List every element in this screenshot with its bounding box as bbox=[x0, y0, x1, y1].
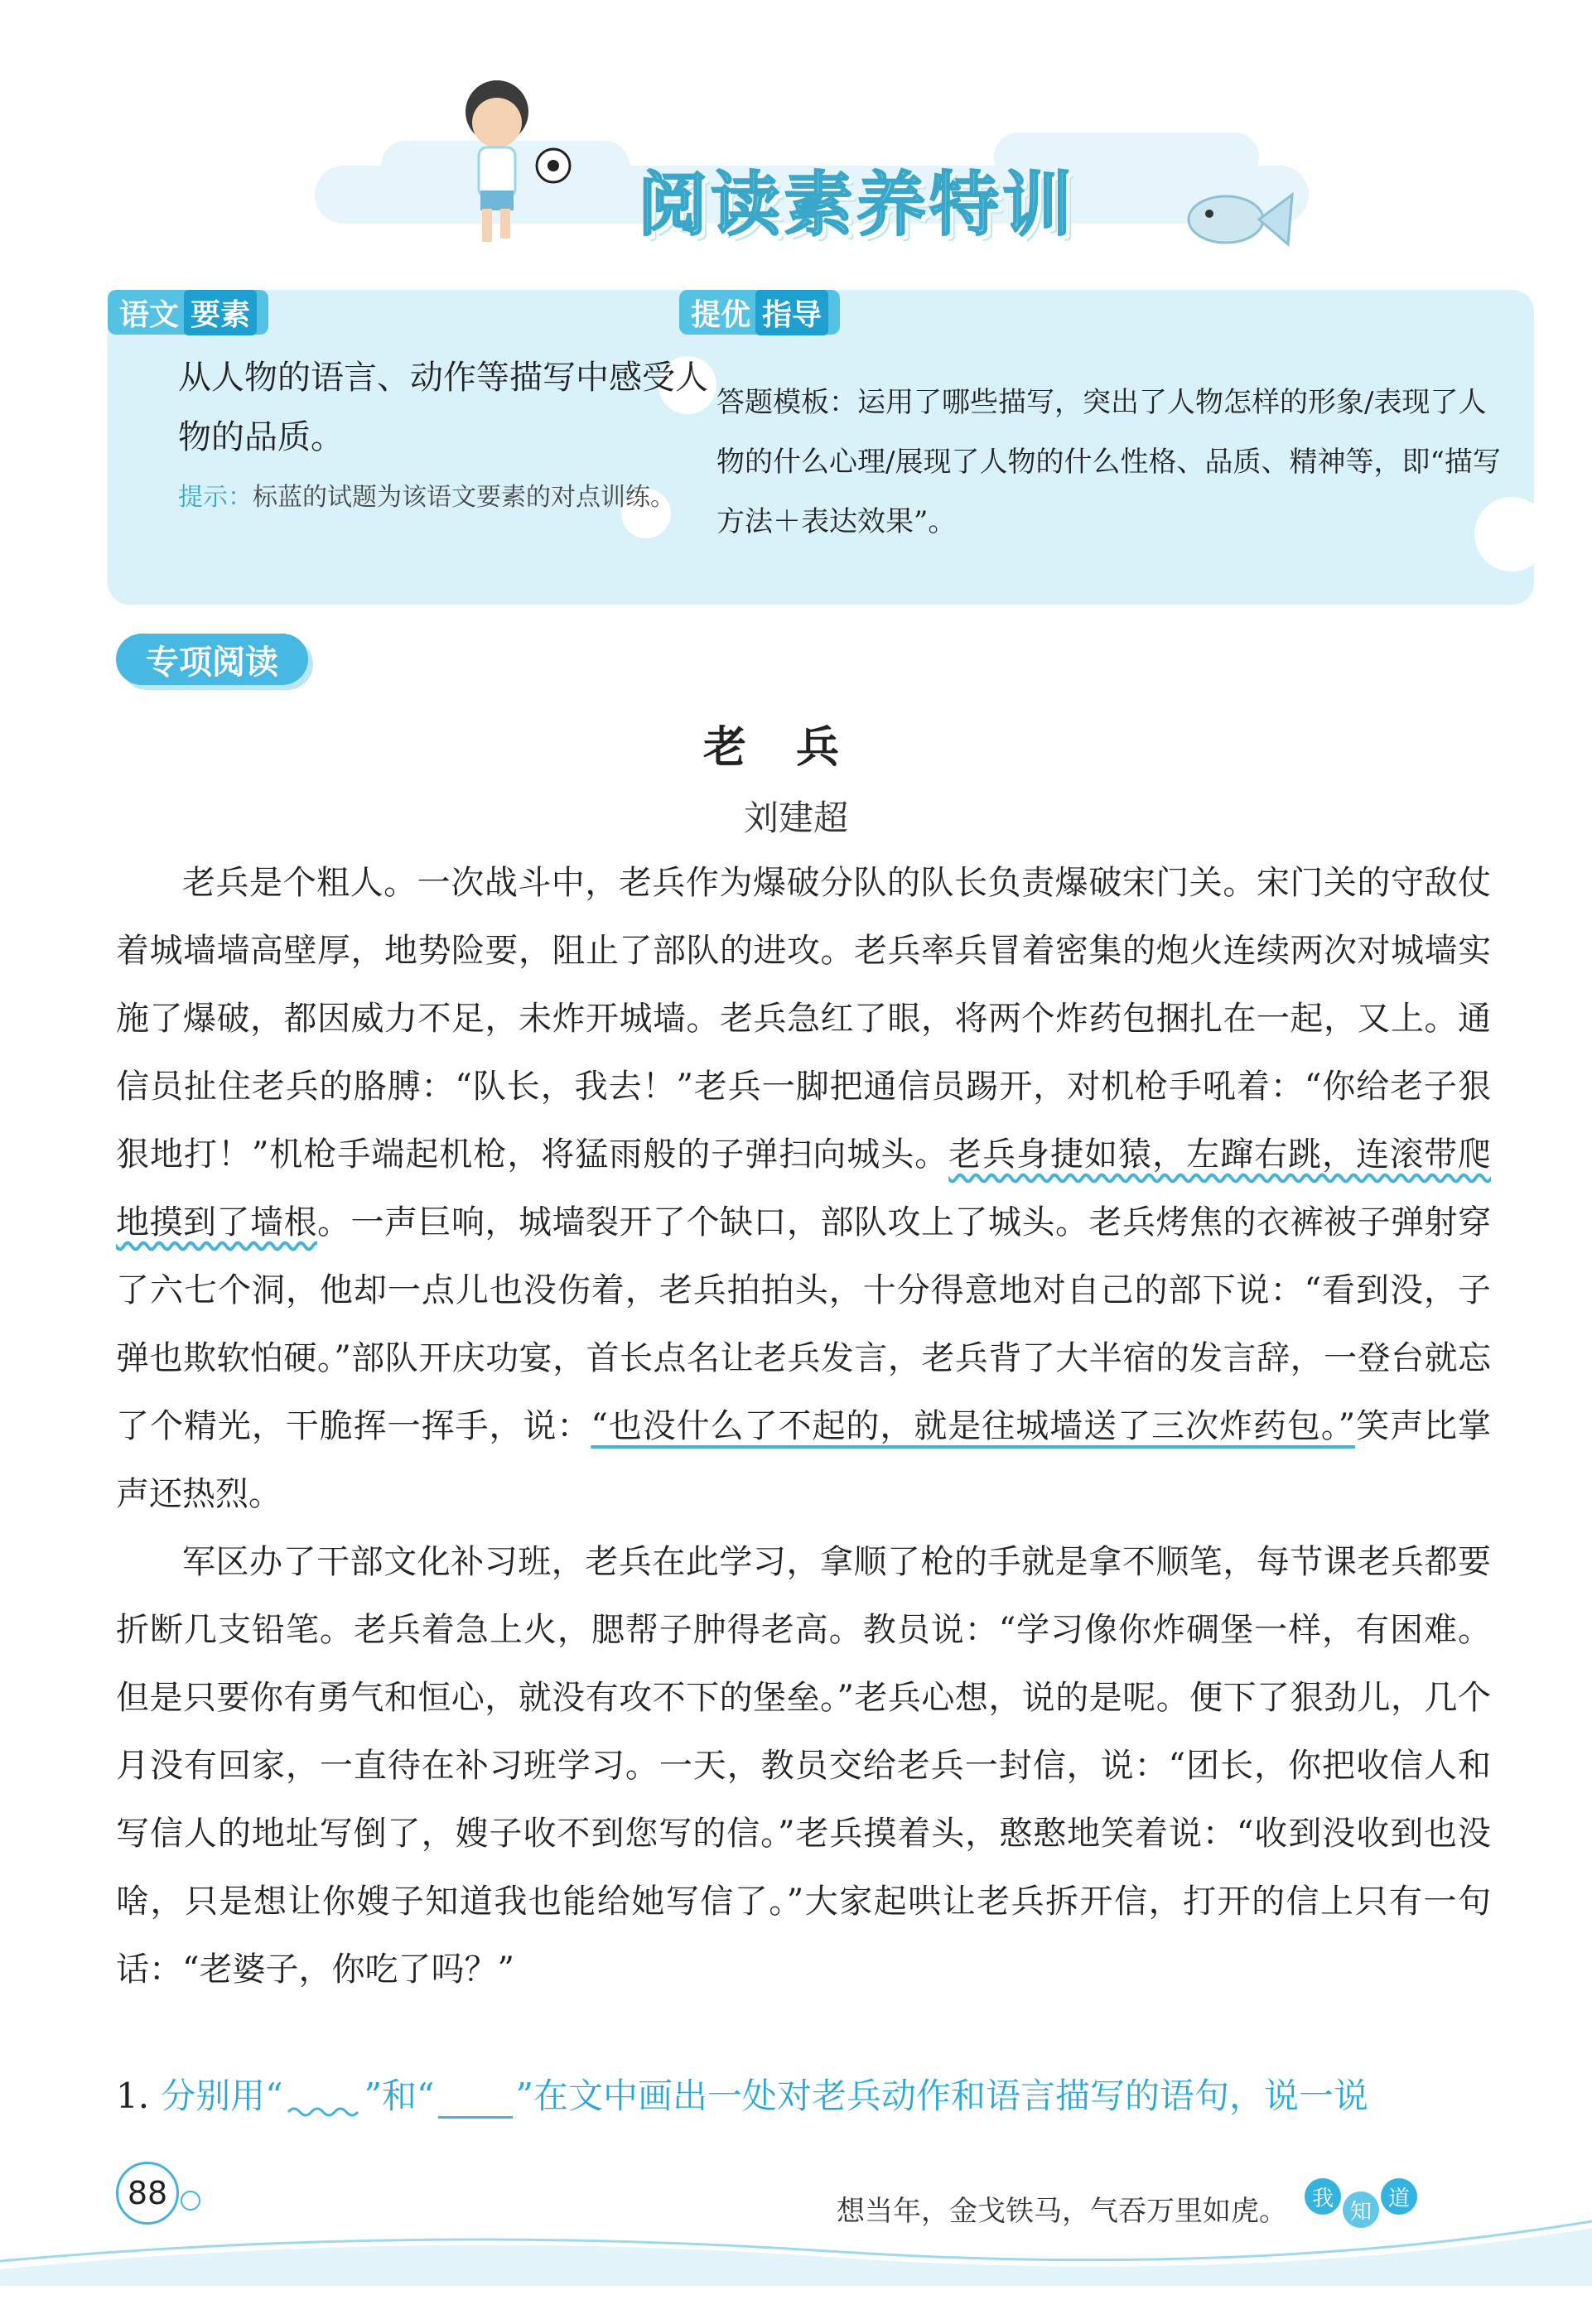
tag-word: 提优 bbox=[691, 297, 751, 332]
tag-word: 语文 bbox=[119, 297, 180, 332]
info-panel bbox=[108, 290, 1534, 605]
wavy-line-icon bbox=[287, 2102, 361, 2119]
footer-badges bbox=[1305, 2178, 1417, 2228]
hint-label: 提示： bbox=[178, 483, 253, 512]
guide-text: 答题模板：运用了哪些描写，突出了人物怎样的形象/表现了人物的什么心理/展现了人物的什么性格、品质、精神等，即“描写方法＋表达效果”。 bbox=[716, 386, 1501, 538]
article-author: 刘建超 bbox=[743, 798, 848, 838]
article-paragraph: 军区办了干部文化补习班，老兵在此学习，拿顺了枪的手就是拿不顺笔，每节课老兵都要折断几支铅笔。老兵着急上火，腮帮子肿得老高。教员说：“学习像你炸碉堡一样，有困难。但是只要你有勇气和恒心，就没有攻不下的堡垒。”老兵心想，说的是呢。便下了狠劲儿，几个月没有回家，一直待在补习班学习。一天，教员交给老兵一封信，说：“团长，你把收信人和写信人的地址写倒了，嫂子收不到您写的信。”老兵摸着头，憨憨地笑着说：“收到没收到也没啥，只是想让你嫂子知道我也能给她写信了。”大家起哄让老兵拆开信，打开的信上只有一句话：“老婆子，你吃了吗？” bbox=[116, 1543, 1491, 1989]
section-tag: 专项阅读 bbox=[116, 634, 308, 685]
question-text: ”在文中画出一处对老兵动作和语言描写的语句，说一说 bbox=[515, 2076, 1368, 2116]
badge: 道 bbox=[1381, 2178, 1417, 2215]
question-number: 1. bbox=[116, 2076, 150, 2116]
hint-text bbox=[178, 472, 741, 523]
boy-soccer-icon bbox=[439, 66, 580, 257]
guidance-tag bbox=[679, 290, 840, 335]
article-body bbox=[116, 849, 1491, 2003]
fish-icon bbox=[1176, 174, 1300, 265]
tag-word: 指导 bbox=[755, 290, 828, 335]
chinese-element-tag bbox=[108, 290, 268, 335]
header-banner bbox=[315, 116, 1309, 257]
action-description-underlined: 老兵身捷如猿，左蹿右跳，连滚带爬地摸到了墙根 bbox=[116, 1135, 1492, 1242]
badge: 知 bbox=[1343, 2191, 1379, 2228]
page-number: 88 bbox=[116, 2162, 179, 2225]
text-run: 笑声比掌声还热烈。 bbox=[116, 1407, 1492, 1513]
speech-description-underlined: “也没什么了不起的，就是往城墙送了三次炸药包。” bbox=[591, 1407, 1356, 1445]
question-text: 分别用“ bbox=[161, 2076, 283, 2116]
tag-word: 要素 bbox=[184, 290, 257, 335]
footer-motto: 想当年，金戈铁马，气吞万里如虎。 bbox=[837, 2195, 1287, 2228]
question-text: ”和“ bbox=[364, 2076, 435, 2116]
page-dot-icon bbox=[181, 2191, 200, 2211]
straight-line-icon bbox=[438, 2109, 513, 2119]
hint-body: 标蓝的试题为该语文要素的对点训练。 bbox=[253, 483, 675, 512]
badge: 我 bbox=[1305, 2178, 1341, 2215]
element-text: 从人物的语言、动作等描写中感受人物的品质。 bbox=[178, 359, 708, 456]
question-1 bbox=[116, 2069, 1508, 2119]
article-paragraph bbox=[116, 849, 1491, 1528]
page-title: 阅读素养特训 bbox=[638, 164, 1076, 245]
article-title: 老兵 bbox=[702, 723, 889, 773]
text-run: 。一声巨响，城墙裂开了个缺口，部队攻上了城头。老兵烤焦的衣裤被子弹射穿了六七个洞，他却一点儿也没伤着，老兵拍拍头，十分得意地对自己的部下说：“看到没，子弹也欺软怕硬。”部队开庆功宴，首长点名让老兵发言，老兵背了大半宿的发言辞，一登台就忘了个精光，干脆挥一挥手，说： bbox=[116, 1203, 1491, 1445]
text-run: 老兵是个粗人。一次战斗中，老兵作为爆破分队的队长负责爆破宋门关。宋门关的守敌仗着城墙墙高壁厚，地势险要，阻止了部队的进攻。老兵率兵冒着密集的炮火连续两次对城墙实施了爆破，都因威力不足，未炸开城墙。老兵急红了眼，将两个炸药包捆扎在一起，又上。通信员扯住老兵的胳膊：“队长，我去！”老兵一脚把通信员踢开，对机枪手吼着：“你给老子狠狠地打！”机枪手端起机枪，将猛雨般的子弹扫向城头。 bbox=[116, 864, 1491, 1174]
